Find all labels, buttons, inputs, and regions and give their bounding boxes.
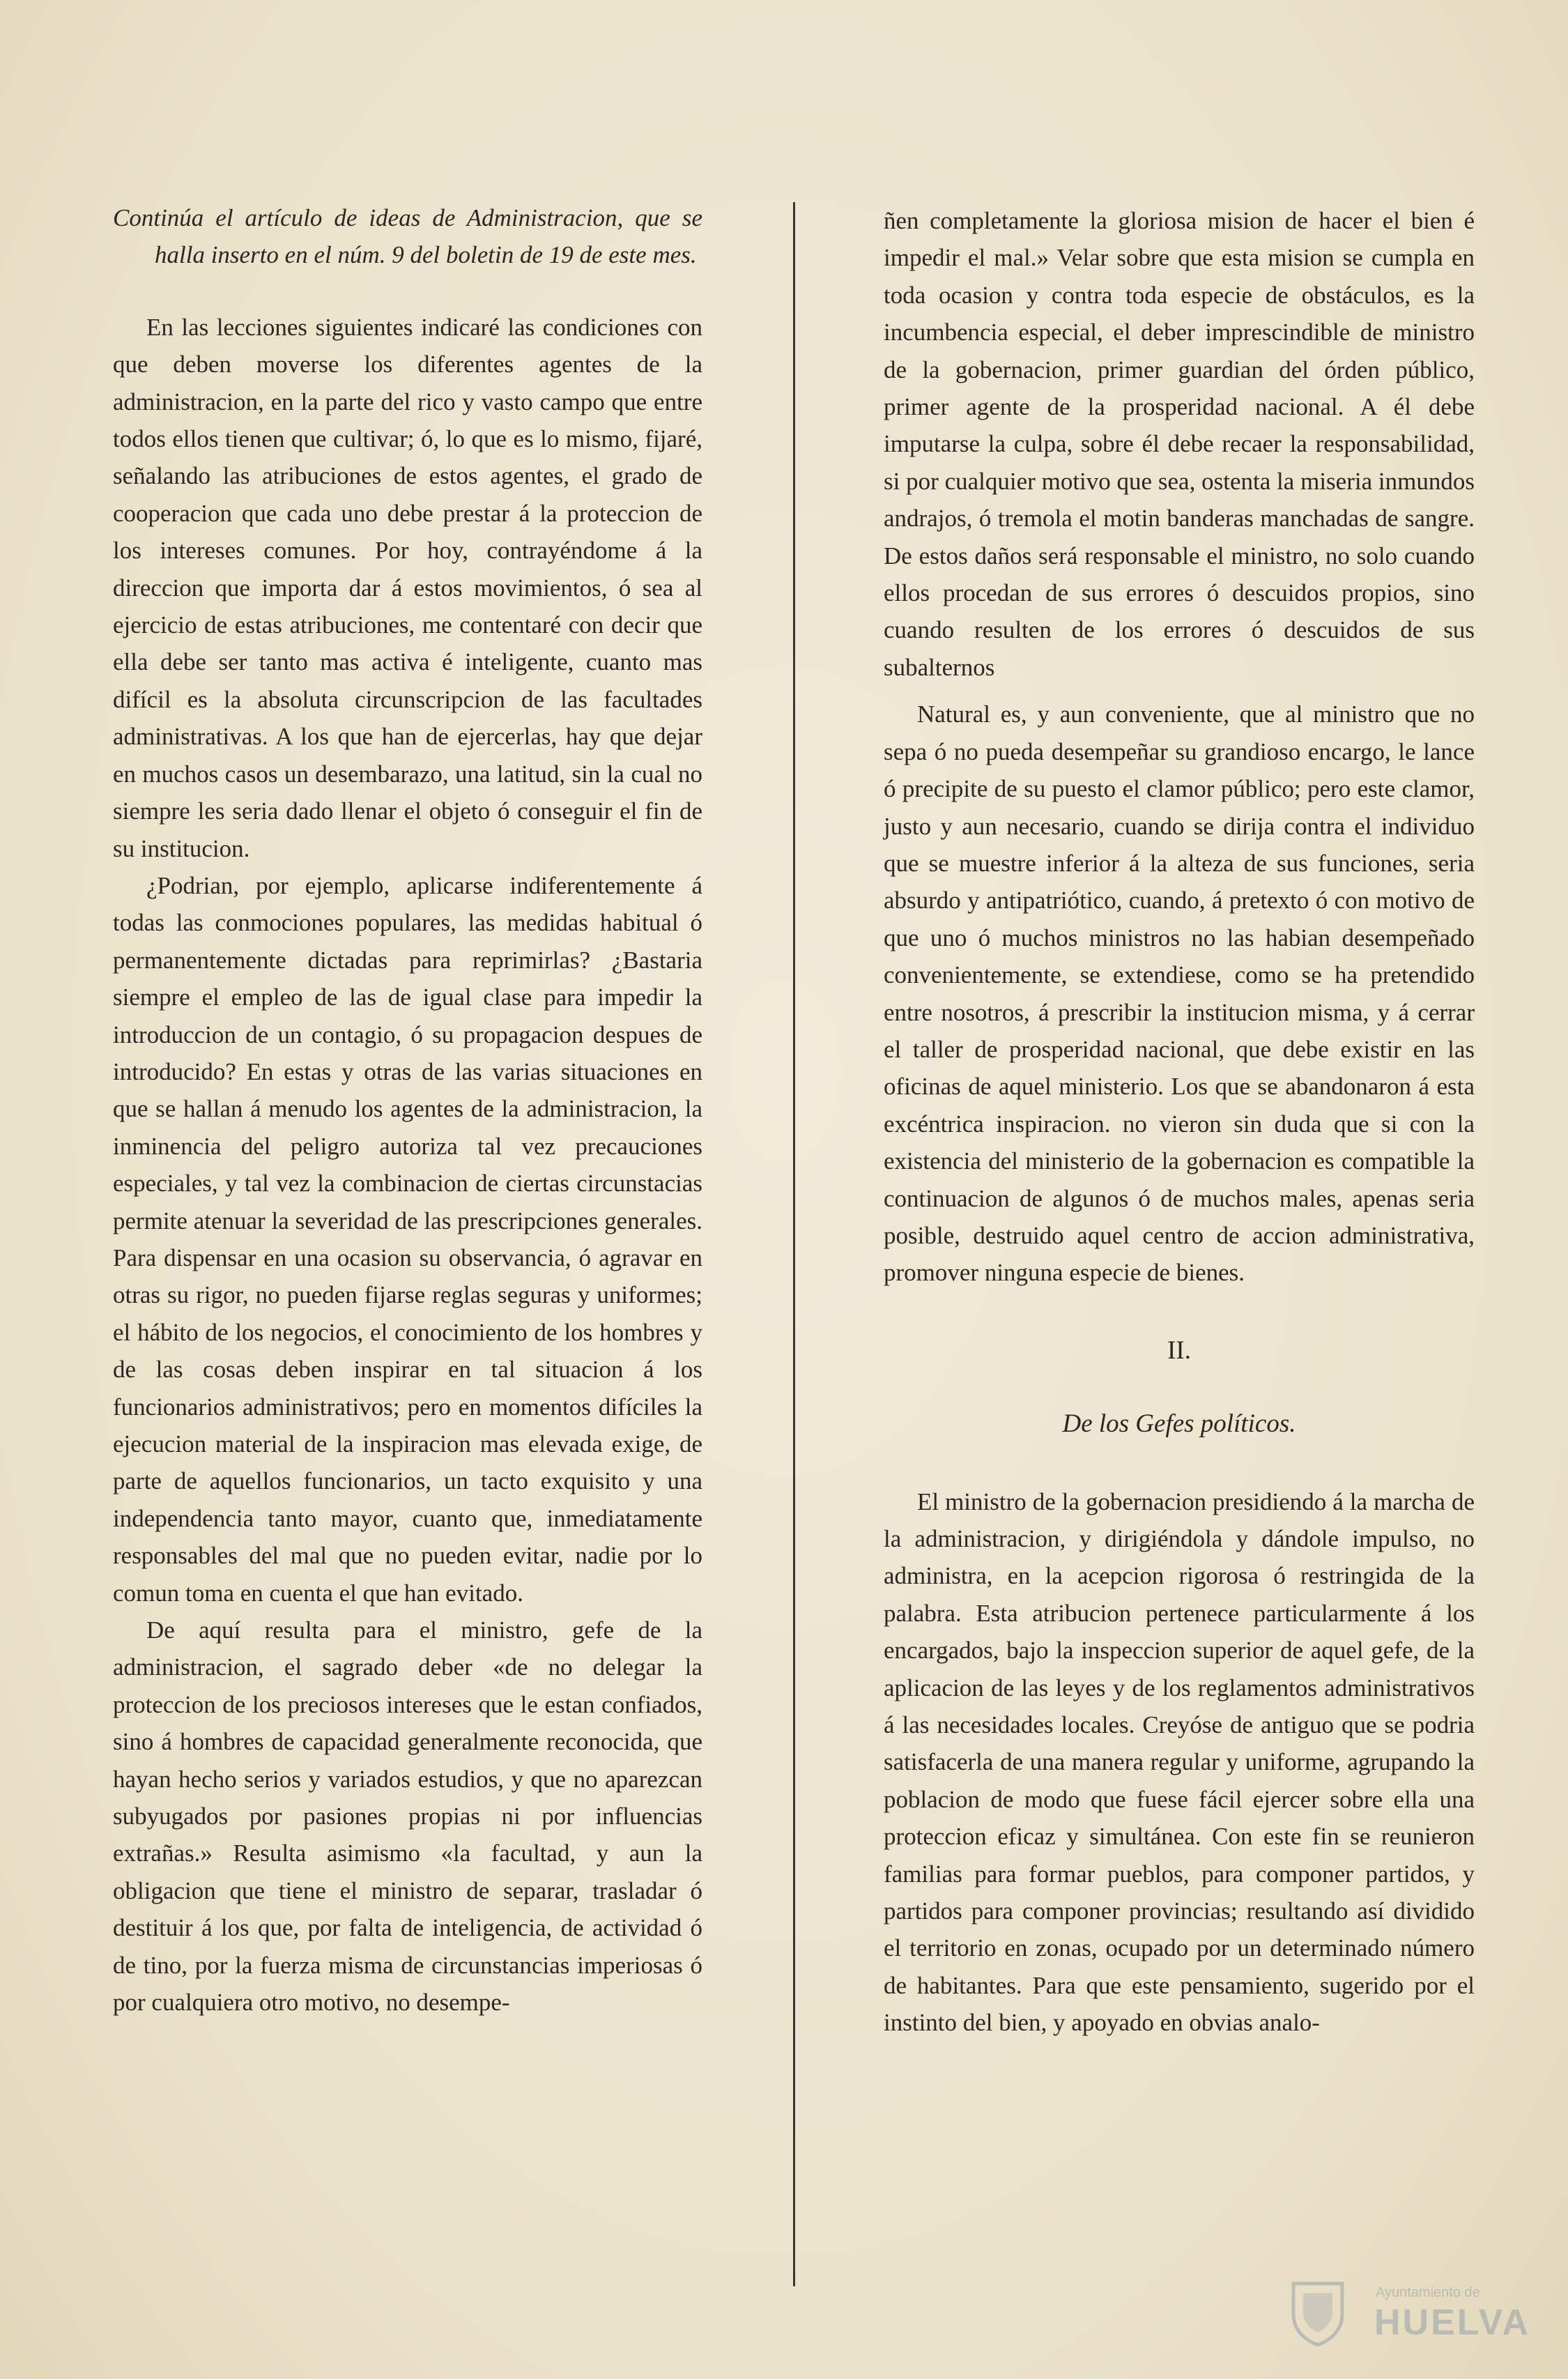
section-title: De los Gefes políticos. (1062, 1409, 1296, 1439)
paragraph-continuation: ñen completamente la gloriosa mision de hacer el bien é impedir el mal.» Velar sobre que esta mision se cumpla en toda ocasion y contra toda especie de obstáculos, es la incumbencia especial, el deber imprescindible de ministro de la gobernacion, primer guardian del órden público, primer agente de la prosperidad nacional. A él debe imputarse la culpa, sobre él debe recaer la responsabilidad, si por cualquier motivo que sea, ostenta la miseria inmundos andrajos, ó tremola el motin banderas manchadas de sangre. De estos daños será responsable el ministro, no solo cuando ellos procedan de sus errores ó descuidos propios, sino cuando resulten de los errores ó descuidos de sus subalternos (884, 207, 1475, 681)
article-intro: Continúa el artículo de ideas de Administracion, que se halla inserto en el núm. 9 del boletin de 19 de este mes. (113, 204, 702, 269)
column-divider (793, 202, 795, 2286)
paragraph: En las lecciones siguientes indicaré las condiciones con que deben moverse los diferentes agentes de la administracion, en la parte del rico y vasto campo que entre todos ellos tienen que cultivar; ó, lo que es lo mismo, fijaré, señalando las atribuciones de estos agentes, el grado de cooperacion que cada uno debe prestar á la proteccion de los intereses comunes. Por hoy, contrayéndome á la direccion que importa dar á estos movimientos, ó sea al ejercicio de estas atribuciones, me contentaré con decir que ella debe ser tanto mas activa é inteligente, cuanto mas difícil es la absoluta circunscripcion de las facultades administrativas. A los que han de ejercerlas, hay que dejar en muchos casos un desembarazo, una latitud, sin la cual no siempre les seria dado llenar el objeto ó conseguir el fin de su institucion. (113, 313, 702, 862)
paragraph: Natural es, y aun conveniente, que al ministro que no sepa ó no pueda desempeñar su grandioso encargo, le lance ó precipite de su puesto el clamor público; pero este clamor, justo y aun necesario, cuando se dirija contra el individuo que se muestre inferior á la alteza de sus funciones, seria absurdo y antipatriótico, cuando, á pretexto ó con motivo de que uno ó muchos ministros no las habian desempeñado convenientemente, se extendiese, como se ha pretendido entre nosotros, á prescribir la institucion misma, y á cerrar el taller de prosperidad nacional, que debe existir en las oficinas de aquel ministerio. Los que se abandonaron á esta excéntrica inspiracion. no vieron sin duda que si con la existencia del ministerio de la gobernacion es compatible la continuacion de algunos ó de muchos males, apenas seria posible, destruido aquel centro de accion administrativa, promover ninguna especie de bienes. (884, 701, 1475, 1287)
paragraph: ¿Podrian, por ejemplo, aplicarse indiferentemente á todas las conmociones populares, las medidas habitual ó permanentemente dictadas para reprimirlas? ¿Bastaria siempre el empleo de las de igual clase para impedir la introduccion de un contagio, ó su propagacion despues de introducido? En estas y otras de las varias situaciones en que se hallan á menudo los agentes de la administracion, la inminencia del peligro autoriza tal vez precauciones especiales, y tal vez la combinacion de ciertas circunstacias permite atenuar la severidad de las prescripciones generales. Para dispensar en una ocasion su observancia, ó agravar en otras su rigor, no pueden fijarse reglas seguras y uniformes; el hábito de los negocios, el conocimiento de los hombres y de las cosas deben inspirar en tal situacion á los funcionarios administrativos; pero en momentos difíciles la ejecucion material de la inspiracion mas elevada exige, de parte de aquellos funcionarios, un tacto exquisito y una independencia tanto mayor, cuanto que, inmediatamente responsables del mal que no pueden evitar, nadie por lo comun toma en cuenta el que han evitado. (113, 871, 702, 1607)
coat-of-arms-icon (1288, 2279, 1348, 2346)
section-number: II. (1167, 1336, 1191, 1365)
right-column (884, 202, 1475, 2042)
watermark-big-text: HUELVA (1374, 2302, 1531, 2343)
paragraph: El ministro de la gobernacion presidiendo á la marcha de la administracion, y dirigiéndola y dándole impulso, no administra, en la acepcion rigorosa ó restringida de la palabra. Esta atribucion pertenece particularmente á los encargados, bajo la inspeccion superior de aquel gefe, de la aplicacion de las leyes y de los reglamentos administrativos á las necesidades locales. Creyóse de antiguo que se podria satisfacerla de una manera regular y uniforme, agrupando la poblacion de modo que fuese fácil ejercer sobre ella una proteccion eficaz y simultánea. Con este fin se reunieron familias para formar pueblos, para componer partidos, y partidos para componer provincias; resultando así dividido el territorio en zonas, ocupado por un determinado número de habitantes. Para que este pensamiento, sugerido por el instinto del bien, y apoyado en obvias analo- (884, 1487, 1475, 2037)
paragraph: De aquí resulta para el ministro, gefe de la administracion, el sagrado deber «de no delegar la proteccion de los preciosos intereses que le estan confiados, sino á hombres de capacidad generalmente reconocida, que hayan hecho serios y variados estudios, y que no aparezcan subyugados por pasiones propias ni por influencias extrañas.» Resulta asimismo «la facultad, y aun la obligacion que tiene el ministro de separar, trasladar ó destituir á los que, por falta de inteligencia, de actividad ó de tino, por la fuerza misma de circunstancias imperiosas ó por cualquiera otro motivo, no desempe- (113, 1616, 702, 2017)
watermark-small-text: Ayuntamiento de (1376, 2285, 1480, 2300)
watermark-logo (1288, 2278, 1531, 2348)
left-column (113, 199, 702, 2021)
